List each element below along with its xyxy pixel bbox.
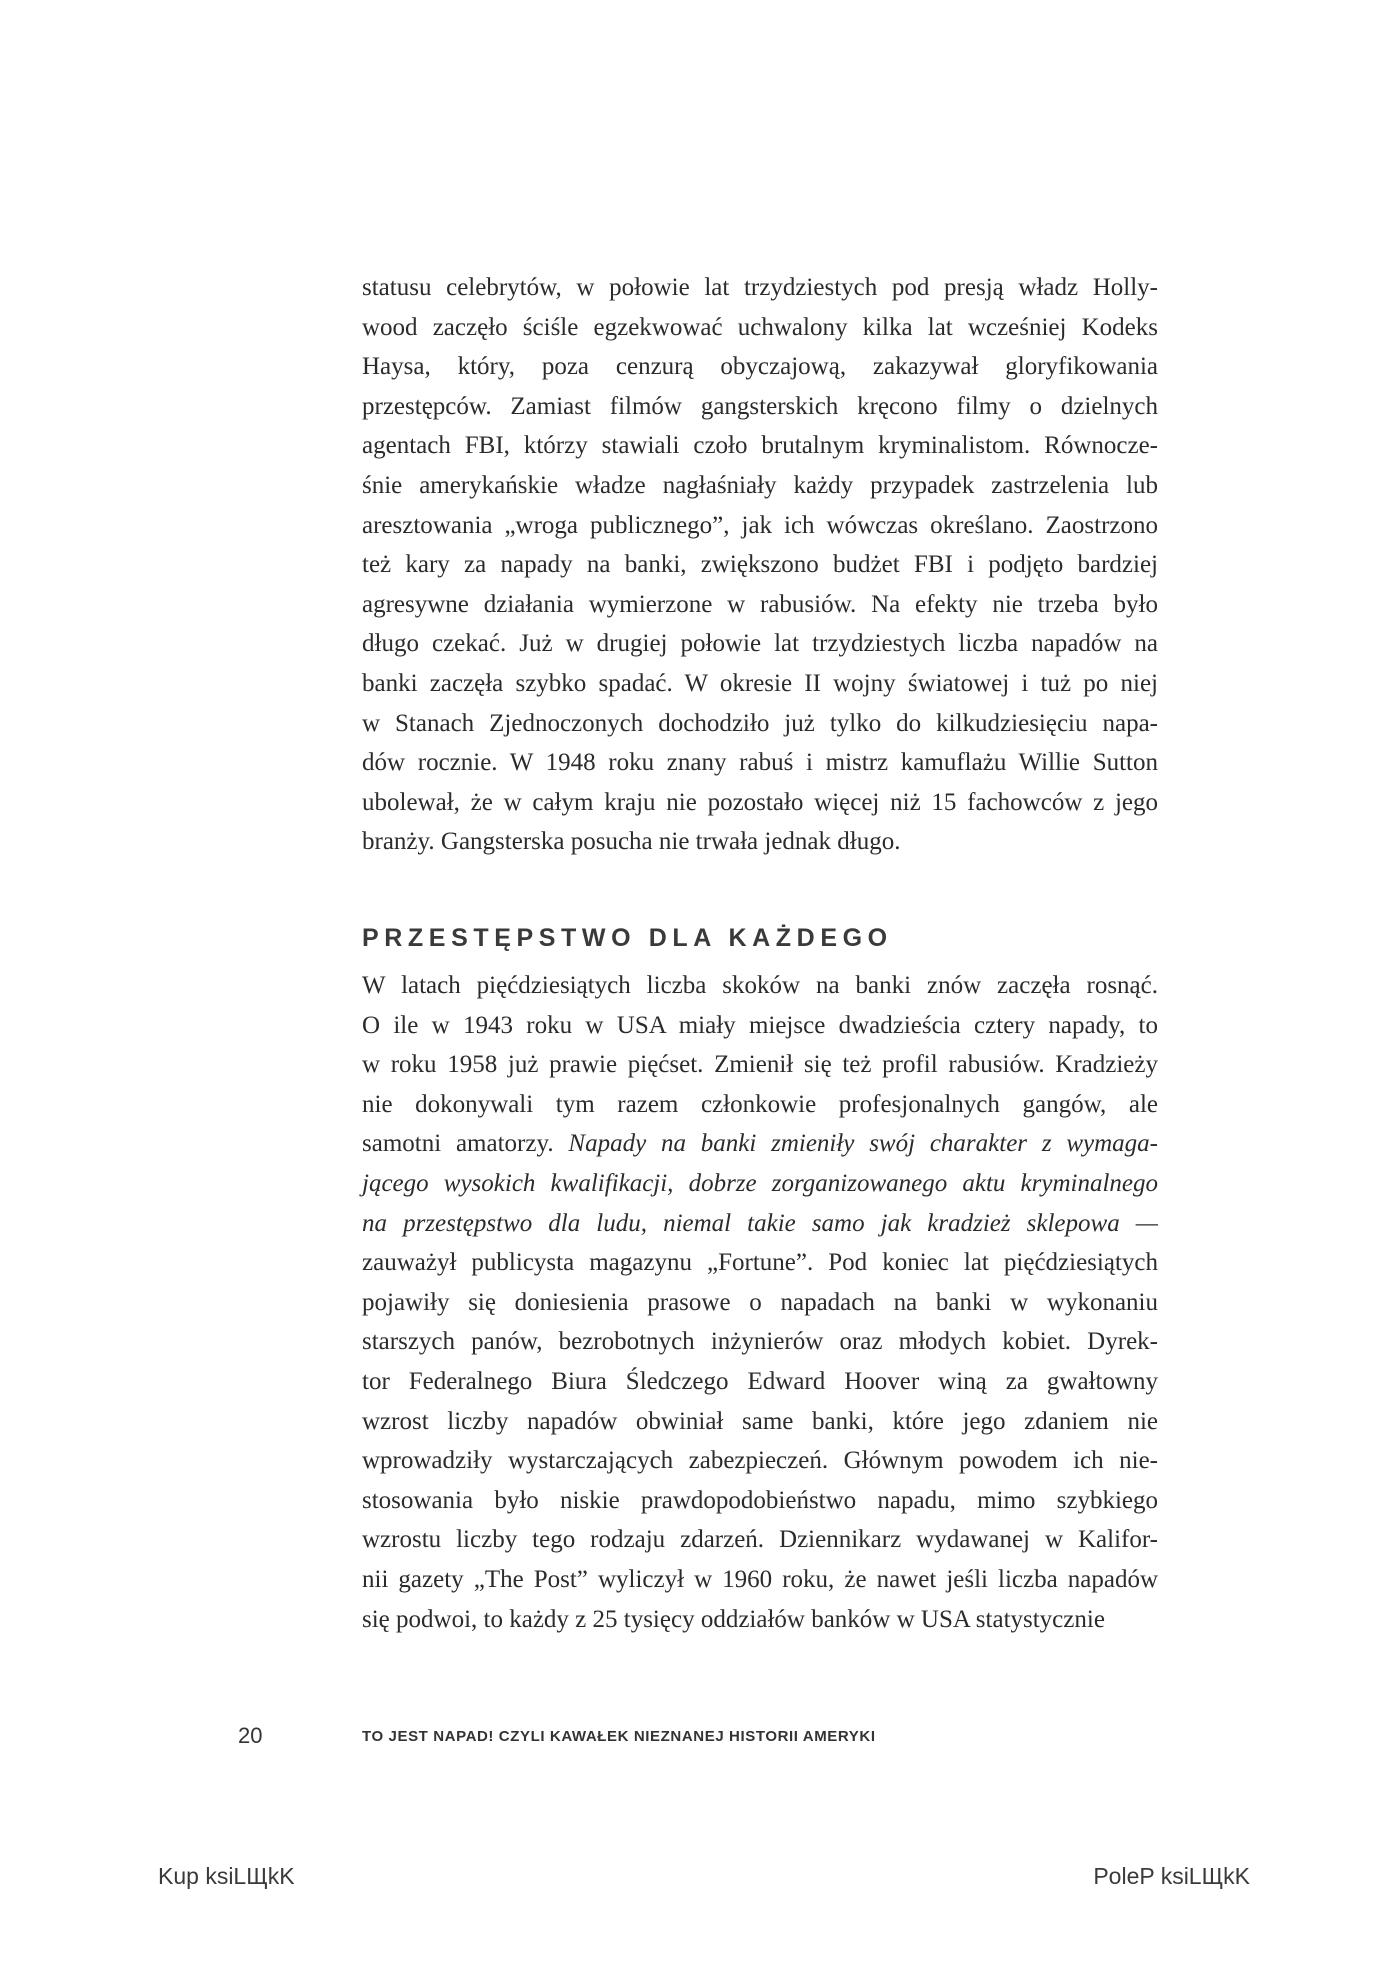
text-line <box>362 704 1158 744</box>
text-line-content: wzrost liczby napadów obwiniał same banki, które jego zdaniem nie <box>362 1407 1158 1435</box>
text-line <box>362 1045 1158 1085</box>
text-line-content: agentach FBI, którzy stawiali czoło brutalnym kryminalistom. Równocze- <box>362 432 1158 460</box>
text-line-content: też kary za napady na banki, zwiększono budżet FBI i podjęto bardziej <box>362 551 1158 579</box>
text-line-content: statusu celebrytów, w połowie lat trzydziestych pod presją władz Holly- <box>362 274 1158 301</box>
text-line-content: nie dokonywali tym razem członkowie profesjonalnych gangów, ale <box>362 1090 1158 1118</box>
text-line <box>362 268 1158 308</box>
text-line <box>362 506 1158 546</box>
running-title: TO JEST NAPAD! CZYLI KAWAŁEK NIEZNANEJ HISTORII AMERYKI <box>362 1728 876 1745</box>
text-line <box>362 466 1158 506</box>
quotation-italic: jącego wysokich kwalifikacji, dobrze zorganizowanego aktu kryminalnego <box>362 1169 1158 1197</box>
text-line <box>362 1006 1158 1046</box>
text-line-content: samotni amatorzy. <box>362 1130 569 1158</box>
text-line <box>362 664 1158 704</box>
text-line-content: w Stanach Zjednoczonych dochodziło już tylko do kilkudziesięciu napa- <box>362 709 1158 737</box>
text-line <box>362 347 1158 387</box>
text-line-content: branży. Gangsterska posucha nie trwała jednak długo. <box>362 828 901 856</box>
text-line <box>362 1204 1158 1244</box>
text-line <box>362 1124 1158 1164</box>
body-paragraph-continued <box>362 268 1158 862</box>
text-line <box>362 308 1158 348</box>
text-line-content: pojawiły się doniesienia prasowe o napadach na banki w wykonaniu <box>362 1288 1158 1316</box>
text-line <box>362 1085 1158 1125</box>
quotation-italic: na przestępstwo dla ludu, niemal takie samo jak kradzież sklepowa — <box>362 1209 1158 1237</box>
text-line <box>362 1441 1158 1481</box>
text-line <box>362 1402 1158 1442</box>
text-line <box>362 585 1158 625</box>
text-line-content: tor Federalnego Biura Śledczego Edward Hoover winą za gwałtowny <box>362 1367 1158 1395</box>
text-line-content: stosowania było niskie prawdopodobieństwo napadu, mimo szybkiego <box>362 1486 1158 1514</box>
text-line-content: w roku 1958 już prawie pięćset. Zmienił się też profil rabusiów. Kradzieży <box>362 1051 1158 1079</box>
text-line-content: zauważył publicysta magazynu „Fortune”. Pod koniec lat pięćdziesiątych <box>362 1249 1158 1277</box>
text-line <box>362 1164 1158 1204</box>
quotation-italic: Napady na banki zmieniły swój charakter z wymaga- <box>568 1130 1158 1158</box>
body-paragraph-section <box>362 966 1158 1639</box>
text-line-content: śnie amerykańskie władze nagłaśniały każdy przypadek zastrzelenia lub <box>362 471 1158 499</box>
text-line-content: przestępców. Zamiast filmów gangsterskich kręcono filmy o dzielnych <box>362 392 1158 420</box>
text-line-content: długo czekać. Już w drugiej połowie lat trzydziestych liczba napadów na <box>362 630 1158 658</box>
text-line <box>362 1362 1158 1402</box>
recommend-book-link[interactable]: PoleP ksiLЩkK <box>1093 1863 1250 1889</box>
text-line-content: W latach pięćdziesiątych liczba skoków na banki znów zaczęła rosnąć. <box>362 972 1158 999</box>
text-line-content: się podwoi, to każdy z 25 tysięcy oddziałów banków w USA statystycznie <box>362 1605 1105 1633</box>
text-line <box>362 1520 1158 1560</box>
text-line <box>362 1283 1158 1323</box>
text-line-content: wprowadziły wystarczających zabezpieczeń. Głównym powodem ich nie- <box>362 1447 1158 1475</box>
text-line-content: Haysa, który, poza cenzurą obyczajową, zakazywał gloryfikowania <box>362 353 1158 381</box>
buy-book-link[interactable]: Kup ksiLЩkK <box>158 1863 295 1889</box>
text-line <box>362 966 1158 1006</box>
text-line <box>362 743 1158 783</box>
text-line <box>362 545 1158 585</box>
text-line-content: O ile w 1943 roku w USA miały miejsce dwadzieścia cztery napady, to <box>362 1011 1158 1039</box>
text-line <box>362 1560 1158 1600</box>
text-line-content: wzrostu liczby tego rodzaju zdarzeń. Dziennikarz wydawanej w Kalifor- <box>362 1526 1158 1554</box>
text-line <box>362 1322 1158 1362</box>
page-number: 20 <box>238 1723 263 1748</box>
section-heading: PRZESTĘPSTWO DLA KAŻDEGO <box>362 924 893 952</box>
text-line <box>362 783 1158 823</box>
text-line-content: wood zaczęło ściśle egzekwować uchwalony kilka lat wcześniej Kodeks <box>362 313 1158 341</box>
text-line <box>362 387 1158 427</box>
text-line <box>362 1600 1158 1640</box>
text-line-content: nii gazety „The Post” wyliczył w 1960 roku, że nawet jeśli liczba napadów <box>362 1565 1158 1593</box>
text-line-content: ubolewał, że w całym kraju nie pozostało więcej niż 15 fachowców z jego <box>362 788 1158 816</box>
text-line-content: aresztowania „wroga publicznego”, jak ich wówczas określano. Zaostrzono <box>362 511 1158 539</box>
text-line <box>362 822 1158 862</box>
text-line-content: dów rocznie. W 1948 roku znany rabuś i mistrz kamuflażu Willie Sutton <box>362 749 1158 777</box>
text-line-content: agresywne działania wymierzone w rabusiów. Na efekty nie trzeba było <box>362 590 1158 618</box>
text-line <box>362 426 1158 466</box>
text-line <box>362 1243 1158 1283</box>
text-line <box>362 1481 1158 1521</box>
text-line-content: banki zaczęła szybko spadać. W okresie II wojny światowej i tuż po niej <box>362 669 1158 697</box>
text-line-content: starszych panów, bezrobotnych inżynierów oraz młodych kobiet. Dyrek- <box>362 1328 1158 1356</box>
text-line <box>362 624 1158 664</box>
